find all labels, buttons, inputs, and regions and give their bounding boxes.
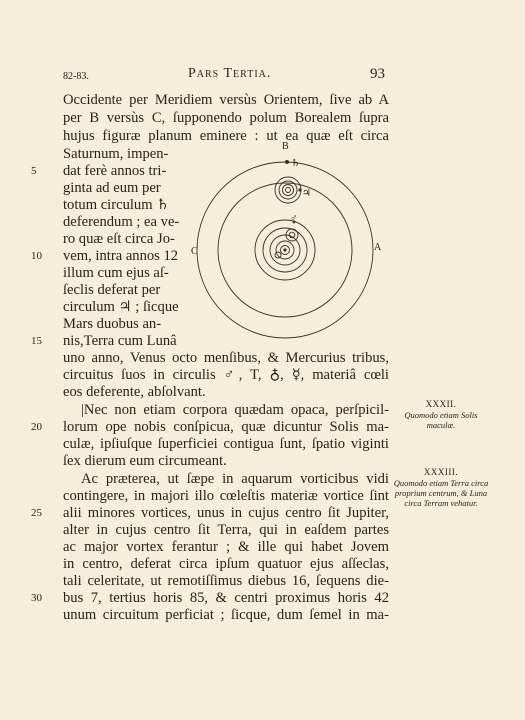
text-line: ro quæ eſt circa Jo-: [63, 231, 175, 247]
text-line: in centro, deferat circa ipſum quatuor ejus aſſeclas,: [63, 556, 389, 572]
text-line: alii minores vortices, unus in cujus centro ſit Jupiter,: [63, 505, 389, 521]
margin-note-number: XXXIII.: [423, 467, 459, 477]
text-line: alter in cujus centro ſit Terra, qui in eaſdem partes: [63, 522, 389, 538]
text-line: Saturnum, impen-: [63, 146, 169, 162]
margin-note-text: Quomodo etiam Terra circa proprium centrum, & Luna circa Terram vehatur.: [393, 478, 489, 508]
mars-symbol: ♂: [290, 213, 298, 224]
jupiter-symbol: ♃: [302, 188, 311, 199]
text-line: Mars duobus an-: [63, 316, 162, 332]
page-number: 93: [370, 66, 385, 82]
text-line: circuitus ſuos in circulis ♂, T, ♁, ☿, materiâ cœli: [63, 367, 389, 383]
line-number: 30: [31, 592, 42, 604]
text-line: uno anno, Venus octo menſibus, & Mercurius tribus,: [63, 350, 389, 366]
diagram-label-a: A: [374, 242, 382, 253]
text-line: contingere, in majori illo cœleſtis materiæ vortice ſint: [63, 488, 389, 504]
jupiter-satellite-orbit: [279, 181, 297, 199]
text-line: |Nec non etiam corpora quædam opaca, perſpicil-: [81, 402, 389, 418]
text-line: nis,Terra cum Lunâ: [63, 333, 177, 349]
text-line: bus 7, tertius horis 85, & centri proximus horis 42: [63, 590, 389, 606]
text-line: culæ, ipſiuſque ſuperficiei contigua ſunt, ſpatio viginti: [63, 436, 389, 452]
text-line: Ac præterea, ut ſæpe in aquarum vorticibus vidi: [81, 471, 389, 487]
text-line: Occidente per Meridiem versùs Orientem, ſive ab A: [63, 92, 389, 108]
jupiter-satellite-orbit: [283, 185, 294, 196]
jupiter-center: [286, 188, 291, 193]
line-number: 10: [31, 250, 42, 262]
text-line: ſeclis deferat per: [63, 282, 161, 298]
text-line: lorum ope nobis conſpicua, quæ dicuntur Solis ma-: [63, 419, 389, 435]
margin-note-text: Quomodo etiam Solis maculæ.: [404, 410, 478, 430]
text-line: vem, intra annos 12: [63, 248, 179, 264]
diagram-label-c: C: [191, 246, 198, 257]
page-range: 82-83.: [63, 71, 89, 82]
sun-body: [283, 248, 286, 251]
line-number: 15: [31, 335, 42, 347]
running-head: Pars Tertia.: [188, 66, 272, 81]
text-line: deferendum ; ea ve-: [63, 214, 180, 230]
text-line: eos deferente, abſolvant.: [63, 384, 206, 400]
saturn-symbol: ♄: [291, 158, 300, 169]
margin-note-number: XXXII.: [425, 399, 457, 409]
text-line: ac major vortex ferantur ; & ille qui habet Jovem: [63, 539, 389, 555]
text-line: tali celeritate, ut remotiſſimus diebus 16, ſequens die-: [63, 573, 389, 589]
text-line: unum circuitum perficiat ; ſicque, dum ſemel in ma-: [63, 607, 389, 623]
text-line: illum cum ejus aſ-: [63, 265, 169, 281]
text-line: circulum ♃ ; ſicque: [63, 299, 179, 315]
line-number: 20: [31, 421, 42, 433]
text-line: ſex dierum eum circumeant.: [63, 453, 227, 469]
text-line: hujus figuræ planum eminere : ut ea quæ eſt circa: [63, 128, 389, 144]
text-line: dat ferè annos tri-: [63, 163, 167, 179]
saturn-body: [285, 160, 289, 164]
text-line: per B versùs C, ſupponendo polum Borealem ſupra: [63, 110, 389, 126]
diagram-label-b: B: [282, 141, 289, 152]
line-number: 5: [31, 165, 37, 177]
line-number: 25: [31, 507, 42, 519]
text-line: totum circulum ♄: [63, 197, 170, 213]
text-line: ginta ad eum per: [63, 180, 161, 196]
